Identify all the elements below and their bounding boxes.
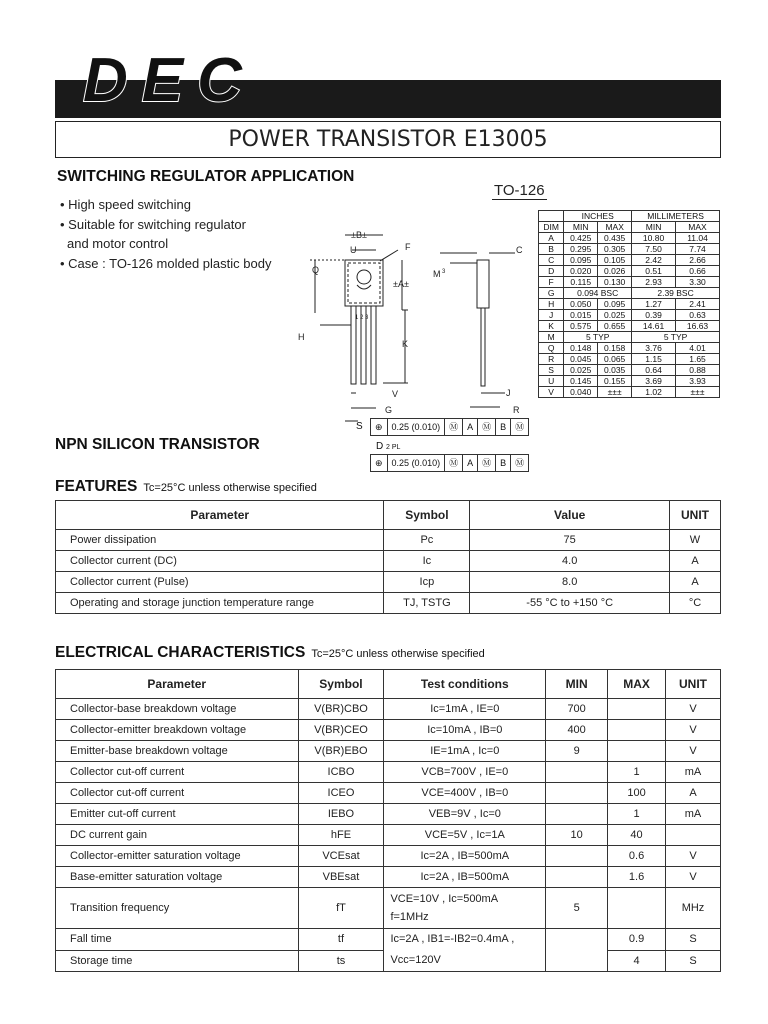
table-row [56, 804, 721, 825]
electrical-table [55, 669, 721, 972]
datum-b: B [496, 455, 511, 471]
column-header: UNIT [666, 670, 721, 699]
table-cell: V [666, 741, 721, 762]
table-cell: 0.575 [564, 321, 598, 332]
condition-line: f=1MHz [390, 911, 429, 923]
column-header: Test conditions [384, 670, 546, 699]
side-view-body [477, 260, 489, 308]
table-cell: V [666, 699, 721, 720]
table-cell: B [539, 244, 564, 255]
lead-3 [371, 306, 376, 384]
table-cell: 3.93 [676, 376, 720, 387]
table-cell: MIN [632, 222, 676, 233]
table-cell: 0.63 [676, 310, 720, 321]
table-row [56, 551, 721, 572]
table-cell: 0.305 [598, 244, 632, 255]
table-cell [666, 825, 721, 846]
table-cell: K [539, 321, 564, 332]
table-cell: Operating and storage junction temperature range [56, 593, 384, 614]
table-cell: 0.39 [632, 310, 676, 321]
table-row [539, 321, 720, 332]
table-cell: 0.026 [598, 266, 632, 277]
table-cell: 0.148 [564, 343, 598, 354]
table-cell: VCE=400V , IB=0 [384, 783, 546, 804]
table-cell: hFE [298, 825, 384, 846]
table-row [56, 762, 721, 783]
table-cell: 0.51 [632, 266, 676, 277]
table-row [539, 266, 720, 277]
table-cell [546, 846, 608, 867]
table-row [56, 846, 721, 867]
table-row [539, 233, 720, 244]
modifier-icon: Ⓜ [515, 422, 525, 432]
mounting-mark [357, 285, 371, 289]
dim-label-s: S [356, 421, 363, 432]
modifier-icon: Ⓜ [478, 419, 496, 435]
table-cell: 0.64 [632, 365, 676, 376]
dim-label-m-sup: 3 [442, 269, 446, 275]
table-row [539, 365, 720, 376]
table-cell: 2.42 [632, 255, 676, 266]
table-cell: 0.295 [564, 244, 598, 255]
table-cell: 0.435 [598, 233, 632, 244]
dim-label-v: V [392, 389, 399, 399]
table-row [539, 299, 720, 310]
table-row [539, 310, 720, 321]
datum-a: A [463, 455, 478, 471]
table-cell: DC current gain [56, 825, 299, 846]
table-cell: VEB=9V , Ic=0 [384, 804, 546, 825]
table-cell: ICBO [298, 762, 384, 783]
side-view-lead [481, 308, 485, 386]
table-cell: mA [666, 762, 721, 783]
table-cell: 2.93 [632, 277, 676, 288]
package-outline-drawing [290, 225, 540, 425]
tolerance-value: 0.25 (0.010) [388, 455, 446, 471]
table-cell: TJ, TSTG [384, 593, 470, 614]
npn-heading: NPN SILICON TRANSISTOR [55, 436, 260, 453]
table-cell [546, 867, 608, 888]
table-row [56, 888, 721, 929]
table-row [539, 354, 720, 365]
column-header: MIN [546, 670, 608, 699]
dim-label-q: Q [312, 265, 320, 275]
table-cell: S [539, 365, 564, 376]
column-header: Value [470, 501, 670, 530]
table-cell: 5 TYP [564, 332, 632, 343]
table-cell: 2.39 BSC [632, 288, 720, 299]
dim-label-r: R [513, 405, 520, 415]
table-cell: 700 [546, 699, 608, 720]
table-row [56, 867, 721, 888]
table-cell: 0.145 [564, 376, 598, 387]
table-cell: 4.01 [676, 343, 720, 354]
dim-label-k: K [402, 339, 409, 349]
table-cell: Icp [384, 572, 470, 593]
table-cell: 75 [470, 530, 670, 551]
table-row [56, 530, 721, 551]
table-cell: IEBO [298, 804, 384, 825]
column-header: Symbol [384, 501, 470, 530]
dim-label-b: ±B± [351, 230, 367, 240]
table-cell: 14.61 [632, 321, 676, 332]
table-cell [384, 929, 546, 972]
position-icon: ⊕ [371, 455, 388, 471]
electrical-note: Tc=25°C unless otherwise specified [311, 648, 485, 660]
table-cell: 400 [546, 720, 608, 741]
table-cell: 1.02 [632, 387, 676, 398]
table-cell: Storage time [56, 950, 299, 972]
table-cell: 1.6 [608, 867, 666, 888]
table-cell: 5 TYP [632, 332, 720, 343]
table-cell: 0.155 [598, 376, 632, 387]
bullet-item: • Case : TO-126 molded plastic body [60, 255, 272, 271]
table-cell: 1.65 [676, 354, 720, 365]
table-cell: 0.045 [564, 354, 598, 365]
table-cell: V [666, 867, 721, 888]
table-cell: 16.63 [676, 321, 720, 332]
table-cell: A [670, 551, 721, 572]
table-row [56, 825, 721, 846]
column-header: UNIT [670, 501, 721, 530]
table-cell: tf [298, 929, 384, 951]
table-cell: 7.50 [632, 244, 676, 255]
table-cell: Ic=10mA , IB=0 [384, 720, 546, 741]
table-cell: 0.025 [598, 310, 632, 321]
mounting-hole [357, 270, 371, 284]
table-cell: ts [298, 950, 384, 972]
dim-label-d [376, 441, 400, 452]
table-cell: 0.425 [564, 233, 598, 244]
table-cell: MILLIMETERS [632, 211, 720, 222]
table-cell: 4 [608, 950, 666, 972]
pin-numbers: 1 2 3 [355, 315, 369, 321]
tolerance-box-2 [370, 454, 529, 472]
bullet-item: • High speed switching [60, 197, 192, 212]
table-cell: C [539, 255, 564, 266]
table-header-row [56, 670, 721, 699]
table-cell: Collector current (DC) [56, 551, 384, 572]
table-cell: Collector cut-off current [56, 783, 299, 804]
table-cell: 11.04 [676, 233, 720, 244]
package-name: TO-126 [494, 182, 545, 199]
table-cell: Ic=1mA , IE=0 [384, 699, 546, 720]
table-cell [546, 783, 608, 804]
table-cell: Emitter cut-off current [56, 804, 299, 825]
table-cell: 1.27 [632, 299, 676, 310]
table-cell: A [666, 783, 721, 804]
application-bullets [60, 195, 271, 273]
datum-b: B [496, 419, 511, 435]
dim-label-g: G [385, 405, 393, 415]
table-cell: Ic=2A , IB=500mA [384, 867, 546, 888]
table-cell: Collector current (Pulse) [56, 572, 384, 593]
table-row [539, 211, 720, 222]
table-cell [608, 720, 666, 741]
table-cell: Base-emitter saturation voltage [56, 867, 299, 888]
table-cell: J [539, 310, 564, 321]
table-cell: Collector-base breakdown voltage [56, 699, 299, 720]
table-row [56, 699, 721, 720]
table-row [539, 277, 720, 288]
table-cell: VCE=5V , Ic=1A [384, 825, 546, 846]
table-cell: Fall time [56, 929, 299, 951]
table-cell: V [666, 846, 721, 867]
table-cell: V(BR)EBO [298, 741, 384, 762]
table-cell: D [539, 266, 564, 277]
package-inner-outline [348, 263, 380, 303]
dim-label-f: F [405, 242, 411, 252]
table-cell: VBEsat [298, 867, 384, 888]
table-row [539, 244, 720, 255]
table-cell: A [539, 233, 564, 244]
table-row [56, 783, 721, 804]
table-cell: 0.158 [598, 343, 632, 354]
table-cell: ±±± [598, 387, 632, 398]
application-heading: SWITCHING REGULATOR APPLICATION [57, 168, 355, 185]
condition-line: Ic=2A , IB1=-IB2=0.4mA , [390, 933, 515, 945]
dim-label-d-2pl: 2 PL [386, 444, 401, 451]
table-cell: Ic=2A , IB=500mA [384, 846, 546, 867]
electrical-heading [55, 644, 485, 662]
bullet-item: • Suitable for switching regulator [60, 216, 246, 232]
table-cell: 0.025 [564, 365, 598, 376]
table-cell: 0.115 [564, 277, 598, 288]
table-cell: Collector cut-off current [56, 762, 299, 783]
table-cell: 3.69 [632, 376, 676, 387]
table-cell [608, 699, 666, 720]
table-cell: INCHES [564, 211, 632, 222]
table-row [56, 741, 721, 762]
column-header: Parameter [56, 501, 384, 530]
table-cell: 0.130 [598, 277, 632, 288]
table-row [56, 572, 721, 593]
table-cell: 8.0 [470, 572, 670, 593]
table-cell: VCEsat [298, 846, 384, 867]
table-cell: 2.41 [676, 299, 720, 310]
position-icon: ⊕ [371, 419, 388, 435]
condition-line: VCE=10V , Ic=500mA [390, 893, 499, 905]
table-cell: Power dissipation [56, 530, 384, 551]
table-cell: fT [298, 888, 384, 929]
dim-label-c: C [516, 245, 523, 255]
dim-label-j: J [506, 388, 511, 398]
table-row [56, 929, 721, 951]
dim-label-h: H [298, 332, 305, 342]
table-cell: 0.065 [598, 354, 632, 365]
table-cell: mA [666, 804, 721, 825]
table-cell: V [539, 387, 564, 398]
table-cell: MHz [666, 888, 721, 929]
table-cell [608, 888, 666, 929]
table-cell: V(BR)CBO [298, 699, 384, 720]
modifier-icon: Ⓜ [445, 419, 463, 435]
table-cell: Pc [384, 530, 470, 551]
table-cell [546, 762, 608, 783]
table-cell: DIM [539, 222, 564, 233]
table-cell: 7.74 [676, 244, 720, 255]
table-cell: Collector-emitter saturation voltage [56, 846, 299, 867]
table-cell: S [666, 929, 721, 951]
table-cell: 1 [608, 762, 666, 783]
table-cell: 1.15 [632, 354, 676, 365]
table-cell: M [539, 332, 564, 343]
table-cell: 4.0 [470, 551, 670, 572]
datum-a: A [463, 419, 478, 435]
table-cell: 0.050 [564, 299, 598, 310]
table-cell: Collector-emitter breakdown voltage [56, 720, 299, 741]
bullet-item: and motor control [67, 236, 169, 251]
table-row [539, 343, 720, 354]
table-cell: 0.040 [564, 387, 598, 398]
features-table [55, 500, 721, 614]
table-cell: A [670, 572, 721, 593]
tolerance-value: 0.25 (0.010) [388, 419, 446, 435]
table-cell: -55 °C to +150 °C [470, 593, 670, 614]
table-cell [608, 741, 666, 762]
table-cell: ICEO [298, 783, 384, 804]
table-cell: 0.655 [598, 321, 632, 332]
table-header-row [56, 501, 721, 530]
table-cell: 0.035 [598, 365, 632, 376]
table-cell: H [539, 299, 564, 310]
table-cell: 40 [608, 825, 666, 846]
column-header: Symbol [298, 670, 384, 699]
table-cell: MAX [676, 222, 720, 233]
table-cell: 5 [546, 888, 608, 929]
table-cell: 100 [608, 783, 666, 804]
dim-label-m: M [433, 269, 441, 279]
features-note: Tc=25°C unless otherwise specified [143, 482, 317, 494]
dim-label-a: ±A± [393, 279, 409, 289]
table-row [539, 332, 720, 343]
table-cell: ±±± [676, 387, 720, 398]
table-cell: IE=1mA , Ic=0 [384, 741, 546, 762]
table-row [539, 376, 720, 387]
table-cell: 2.66 [676, 255, 720, 266]
table-cell: V(BR)CEO [298, 720, 384, 741]
dim-label-d-text: D [376, 441, 384, 452]
table-cell: 0.094 BSC [564, 288, 632, 299]
table-row [539, 387, 720, 398]
table-row [56, 720, 721, 741]
table-cell: 3.30 [676, 277, 720, 288]
table-cell: G [539, 288, 564, 299]
table-cell [539, 211, 564, 222]
table-cell: 3.76 [632, 343, 676, 354]
table-cell: 0.095 [598, 299, 632, 310]
electrical-heading-text: ELECTRICAL CHARACTERISTICS [55, 644, 306, 661]
column-header: MAX [608, 670, 666, 699]
features-heading [55, 478, 317, 496]
table-cell: 0.020 [564, 266, 598, 277]
table-cell: 0.105 [598, 255, 632, 266]
condition-line: Vcc=120V [390, 954, 441, 966]
table-cell: 0.095 [564, 255, 598, 266]
table-cell [384, 888, 546, 929]
table-cell: VCB=700V , IE=0 [384, 762, 546, 783]
table-row [539, 222, 720, 233]
table-cell: 0.9 [608, 929, 666, 951]
table-cell: W [670, 530, 721, 551]
tolerance-box-1 [370, 418, 529, 436]
page-title: POWER TRANSISTOR E13005 [55, 121, 721, 158]
table-cell: Q [539, 343, 564, 354]
table-cell: 0.88 [676, 365, 720, 376]
table-cell: 1 [608, 804, 666, 825]
table-cell: 10 [546, 825, 608, 846]
features-heading-text: FEATURES [55, 478, 138, 495]
package-body [345, 260, 383, 306]
table-cell: °C [670, 593, 721, 614]
table-row [56, 593, 721, 614]
table-cell: F [539, 277, 564, 288]
table-cell: 0.6 [608, 846, 666, 867]
table-cell: MIN [564, 222, 598, 233]
table-cell [546, 929, 608, 972]
table-cell: R [539, 354, 564, 365]
table-cell: MAX [598, 222, 632, 233]
table-cell: 9 [546, 741, 608, 762]
table-cell: Emitter-base breakdown voltage [56, 741, 299, 762]
table-row [539, 288, 720, 299]
table-cell: S [666, 950, 721, 972]
table-cell: Ic [384, 551, 470, 572]
table-row [539, 255, 720, 266]
table-cell: 10.80 [632, 233, 676, 244]
modifier-icon: Ⓜ [445, 455, 463, 471]
modifier-icon: Ⓜ [478, 455, 496, 471]
dim-label-u: U [350, 245, 357, 255]
dimensions-table [538, 210, 720, 398]
table-cell [546, 804, 608, 825]
table-cell: 0.66 [676, 266, 720, 277]
table-cell: V [666, 720, 721, 741]
column-header: Parameter [56, 670, 299, 699]
modifier-icon: Ⓜ [515, 458, 525, 468]
table-cell: U [539, 376, 564, 387]
table-cell: Transition frequency [56, 888, 299, 929]
table-cell: 0.015 [564, 310, 598, 321]
company-logo: DEC [83, 46, 256, 115]
